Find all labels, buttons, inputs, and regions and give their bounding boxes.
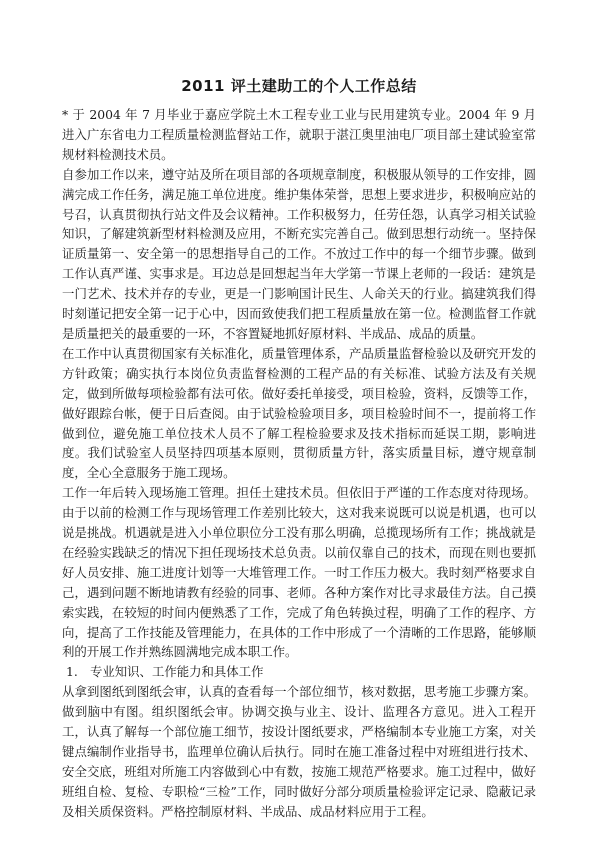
document-title: 2011 评土建助工的个人工作总结 (181, 77, 417, 95)
paragraph-testing-work: 在工作中认真贯彻国家有关标准化，质量管理体系，产品质量监督检验以及研究开发的方针政策；确实执行本岗位负责监督检测的工程产品的有关标准、试验方法及有关规定，做到所做每项检验都有法可依。做好委托单接受，项目检验，资料，反馈等工作，做好跟踪台帐，便于日后查阅。由于试验检验项目多，项目检验时间不一，提前将工作做到位，避免施工单位技术人员不了解工程检验要求及技术指标而延误工期，影响进度。我们试验室人员坚持四项基本原则，贯彻质量方针，落实质量目标，遵守规章制度，全心全意服务于施工现场。 (62, 345, 536, 481)
paragraph-intro: * 于 2004 年 7 月毕业于嘉应学院土木工程专业工业与民用建筑专业。2004 年 9 月进入广东省电力工程质量检测监督站工作，就职于湛江奥里油电厂项目部土建试验室常规材料检测技术员。 (62, 107, 536, 162)
section-heading-text: 专业知识、工作能力和具体工作 (90, 664, 264, 680)
section-heading (62, 662, 536, 682)
paragraph-site-management: 工作一年后转入现场施工管理。担任土建技术员。但依旧于严谨的工作态度对待现场。由于以前的检测工作与现场管理工作差别比较大，这对我来说既可以说是机遇，也可以说是挑战。机遇就是进入小单位职位分工没有那么明确，总揽现场所有工作；挑战就是在经验实践缺乏的情况下担任现场技术总负责。以前仅靠自己的技术，而现在则也要抓好人员安排、施工进度计划等一大堆管理工作。一时工作压力极大。我时刻严格要求自己，遇到问题不断地请教有经验的同事、老师。各种方案作对比寻求最佳方法。自己摸索实践，在较短的时间内便熟悉了工作，完成了角色转换过程，明确了工作的程序、方向，提高了工作技能及管理能力，在具体的工作中形成了一个清晰的工作思路，能够顺利的开展工作并熟练圆满地完成本职工作。 (62, 485, 536, 660)
paragraph-specific-work: 从拿到图纸到图纸会审，认真的查看每一个部位细节，核对数据，思考施工步骤方案。做到脑中有图。组织图纸会审。协调交换与业主、设计、监理各方意见。进入工程开工，认真了解每一个部位施工细节，按设计图纸要求，严格编制本专业施工方案，对关键点编制作业指导书，监理单位确认后执行。同时在施工准备过程中对班组进行技术、安全交底，班组对所施工内容做到心中有数，按施工规范严格要求。施工过程中，做好班组自检、复检、专职检“三检”工作，同时做好分部分项质量检验评定记录、隐蔽记录及相关质保资料。严格控制原材料、半成品、成品材料应用于工程。 (62, 684, 536, 819)
paragraph-work-attitude: 自参加工作以来，遵守站及所在项目部的各项规章制度，积极服从领导的工作安排，圆满完成工作任务，满足施工单位进度。维护集体荣誉，思想上要求进步，积极响应站的号召，认真贯彻执行站文件及会议精神。工作积极努力，任劳任怨，认真学习相关试验知识，了解建筑新型材料检测及应用，不断充实完善自己。做到思想行动统一。坚持保证质量第一、安全第一的思想指导自己的工作。不放过工作中的每一个细节步骤。做到工作认真严谨、实事求是。耳边总是回想起当年大学第一节课上老师的一段话：建筑是一门艺术、技术并存的专业，更是一门影响国计民生、人命关天的行业。搞建筑我们得时刻谨记把安全第一记于心中，因而致使我们把工程质量放在第一位。检测监督工作就是质量把关的最重要的一环，不容置疑地抓好原材料、半成品、成品的质量。 (62, 166, 536, 341)
section-number: 1. (66, 664, 78, 680)
